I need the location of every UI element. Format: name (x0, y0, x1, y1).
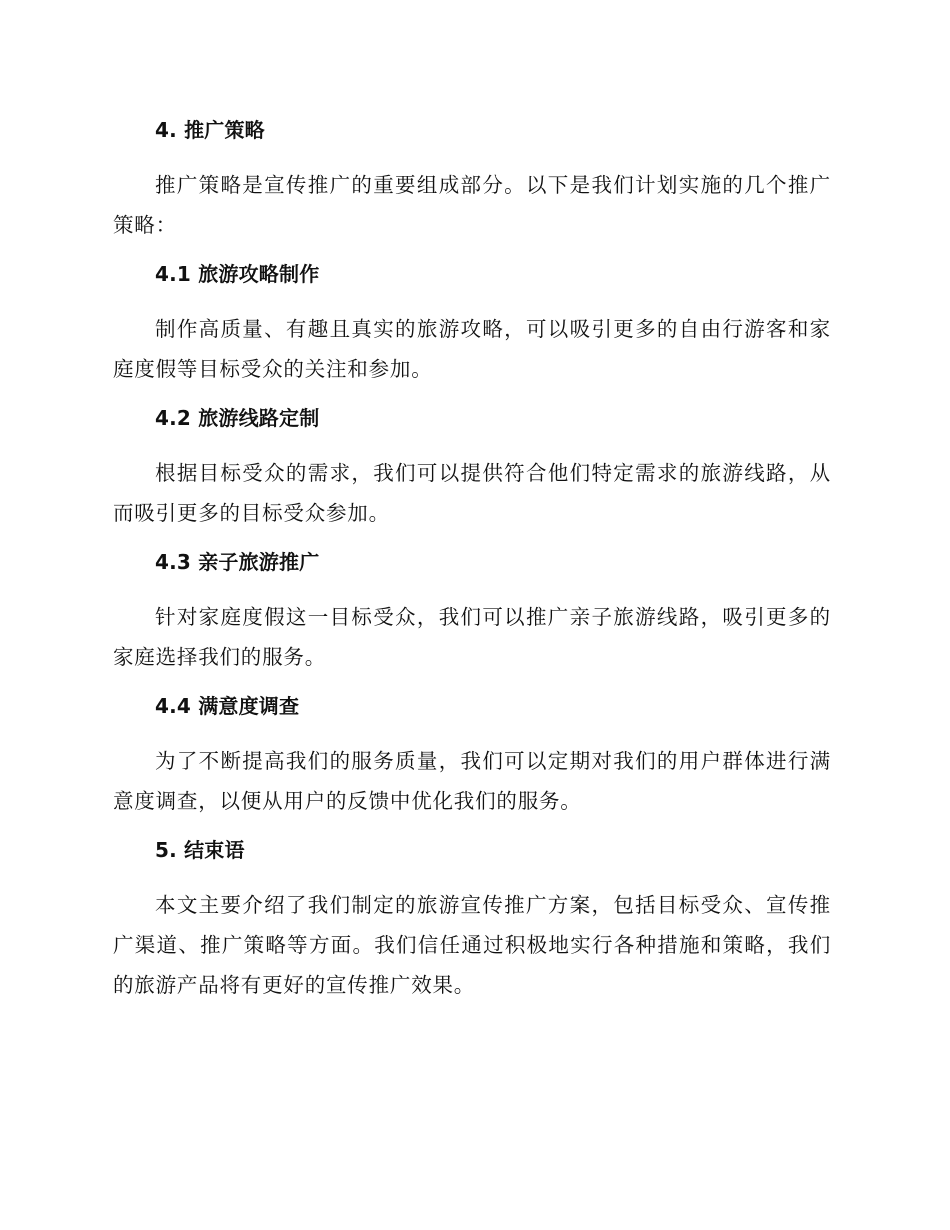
section-paragraph-4-1: 制作高质量、有趣且真实的旅游攻略，可以吸引更多的自由行游客和家庭度假等目标受众的关注和参加。 (113, 317, 831, 381)
section-paragraph-4-4: 为了不断提高我们的服务质量，我们可以定期对我们的用户群体进行满意度调查，以便从用户的反馈中优化我们的服务。 (113, 749, 831, 813)
section-heading-4-1: 4.1 旅游攻略制作 (155, 262, 320, 286)
section-paragraph-4-3: 针对家庭度假这一目标受众，我们可以推广亲子旅游线路，吸引更多的家庭选择我们的服务。 (113, 605, 831, 669)
section-paragraph-5: 本文主要介绍了我们制定的旅游宣传推广方案，包括目标受众、宣传推广渠道、推广策略等方面。我们信任通过积极地实行各种措施和策略，我们的旅游产品将有更好的宣传推广效果。 (113, 893, 831, 997)
section-heading-4-2: 4.2 旅游线路定制 (155, 406, 320, 430)
section-paragraph-4-2: 根据目标受众的需求，我们可以提供符合他们特定需求的旅游线路，从而吸引更多的目标受众参加。 (113, 461, 831, 525)
section-paragraph-4: 推广策略是宣传推广的重要组成部分。以下是我们计划实施的几个推广策略： (113, 173, 831, 237)
section-heading-5: 5. 结束语 (155, 838, 245, 862)
section-heading-4: 4. 推广策略 (155, 118, 265, 142)
section-heading-4-3: 4.3 亲子旅游推广 (155, 550, 320, 574)
document-body (113, 107, 831, 1005)
section-heading-4-4: 4.4 满意度调查 (155, 694, 300, 718)
